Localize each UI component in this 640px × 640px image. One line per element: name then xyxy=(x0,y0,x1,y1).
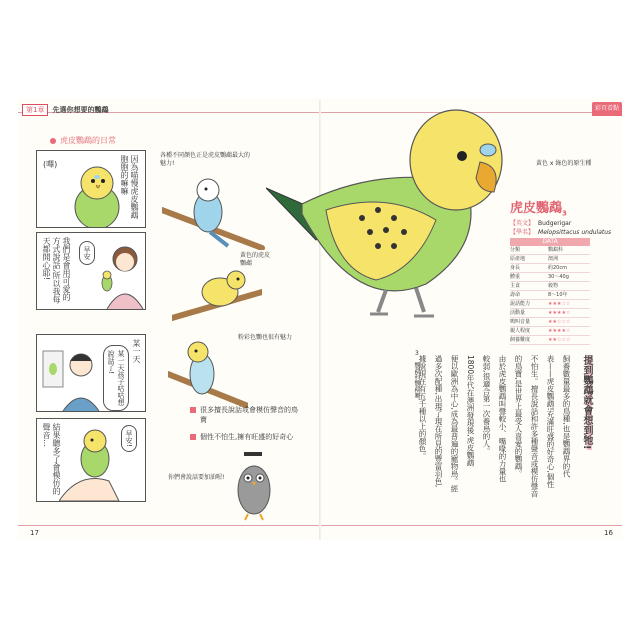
birds-caption-3: 粉彩色鸚也很有魅力 xyxy=(238,334,293,341)
body-text-column: 較弱,很適合第一次養鳥的人。 xyxy=(482,355,491,455)
data-table xyxy=(510,238,590,345)
english-name-row xyxy=(510,218,571,227)
data-row xyxy=(510,273,590,282)
body-text-column: 過多次配種,出現了現在所見的豐富羽色, xyxy=(434,355,443,488)
owl-mascot-illustration xyxy=(226,450,286,522)
comic-panel-4 xyxy=(36,418,146,502)
bullet-icon xyxy=(190,434,196,440)
bullet-icon xyxy=(190,407,196,413)
body-text-column: 便以歐洲為中心,成為最普遍的寵物鳥。經 xyxy=(450,355,459,493)
color-note: 黃色 x 綠色的原生種 xyxy=(536,160,592,167)
corner-tab: 彩頁看點 xyxy=(592,102,622,116)
body-text-column: 據說現在有五千種以上的顏色。 xyxy=(418,355,427,460)
chapter-number: 第1章 xyxy=(22,104,48,116)
data-row-key: 分類 xyxy=(510,247,521,253)
data-row-value: ★★★★☆ xyxy=(548,310,571,316)
chapter-title: 先選你想要的鸚鵡 xyxy=(52,106,109,114)
data-table-title: DATA xyxy=(510,238,590,246)
data-row-value: 穀物 xyxy=(548,283,559,289)
body-text-column: 飼養數量最多的鳥種,也是鸚鵡界的代 xyxy=(562,355,571,478)
large-budgie-illustration xyxy=(266,100,506,340)
section-title: 虎皮鸚鵡的日常 xyxy=(50,135,116,146)
page-number-left: 17 xyxy=(30,529,39,537)
panel1-sfx: (嗶) xyxy=(43,160,58,169)
trait-2-text: 個性不怕生,擁有旺盛的好奇心 xyxy=(200,433,294,441)
owl-note: 你們會說話要加油喔! xyxy=(168,474,225,481)
data-row-key: 鳴叫音量 xyxy=(510,319,531,325)
english-value: Budgerigar xyxy=(538,220,572,227)
data-row-value: 30〜40g xyxy=(548,274,569,280)
english-label: 【英文】 xyxy=(510,220,535,227)
data-row xyxy=(510,309,590,318)
data-row-key: 說話能力 xyxy=(510,301,531,307)
side-note-number: 3 xyxy=(415,350,419,357)
data-row xyxy=(510,318,590,327)
data-row-value: 約20cm xyxy=(548,265,567,271)
data-row-value: ★★★☆☆ xyxy=(548,301,571,307)
data-row-key: 壽命 xyxy=(510,292,521,298)
data-row xyxy=(510,282,590,291)
bird-name xyxy=(510,197,567,218)
body-text-column: 1800年代在澳洲發現後,虎皮鸚鵡 xyxy=(466,355,475,467)
data-row-key: 飼養難度 xyxy=(510,337,531,343)
latin-label: 【學名】 xyxy=(510,229,535,236)
data-row-key: 原產地 xyxy=(510,256,526,262)
chapter-header xyxy=(22,104,108,116)
panel2-bubble: 早安 xyxy=(79,241,95,265)
birds-caption-1: 各種不同顏色正是虎皮鸚鵡最大的魅力! xyxy=(160,152,251,167)
data-row-key: 活動量 xyxy=(510,310,526,316)
body-text-column: 不怕生。擅長說話和許多種聲音或模仿聲音 xyxy=(530,355,539,498)
pastel-budgie-illustration xyxy=(168,334,248,408)
data-row-key: 身長 xyxy=(510,265,521,271)
trait-1 xyxy=(190,405,300,425)
latin-value: Melopsittacus undulatus xyxy=(538,229,612,236)
panel3-bubble: 某一天孩子咕咕想說話了! xyxy=(103,345,129,411)
data-row-value: ★★★★☆ xyxy=(548,328,571,334)
data-row xyxy=(510,327,590,336)
latin-name-row xyxy=(510,227,611,236)
blue-budgie-illustration xyxy=(162,170,272,250)
data-row xyxy=(510,246,590,255)
birds-caption-2: 黃色的虎皮鸚鵡 xyxy=(240,252,271,267)
panel1-caption: 因為喵慢虎皮鸚鵡胞胞的嘛嘛 xyxy=(120,155,139,219)
comic-panel-1 xyxy=(36,150,146,228)
page-number-right: 16 xyxy=(604,529,613,537)
highlight-title: 提到鸚鵡就會想到牠! xyxy=(581,355,592,450)
trait-1-text: 很多擅長說話或會模仿聲音的鳥寶 xyxy=(200,406,298,424)
data-row-value: 澳洲 xyxy=(548,256,559,262)
girl-with-budgie-illustration xyxy=(89,233,146,309)
side-note: 鸚鵡科鸚鵡屬。 xyxy=(413,362,420,404)
data-row-value: 8〜10年 xyxy=(548,292,568,298)
data-row-value: 鸚鵡科 xyxy=(548,247,564,253)
data-row-key: 親人程度 xyxy=(510,328,531,334)
body-text-column: 由於虎皮鸚鵡叫聲較小、嘴喙的力量也 xyxy=(498,355,507,483)
data-row xyxy=(510,300,590,309)
data-row xyxy=(510,336,590,345)
data-row-key: 主食 xyxy=(510,283,521,289)
data-row xyxy=(510,291,590,300)
panel3-caption: 某一天 xyxy=(132,339,141,363)
data-row-key: 體重 xyxy=(510,274,521,280)
bird-name-text: 虎皮鸚鵡 xyxy=(510,201,563,216)
comic-panel-2 xyxy=(36,232,146,310)
budgie-on-hand-illustration xyxy=(59,419,129,501)
data-row xyxy=(510,255,590,264)
trait-2 xyxy=(190,432,300,442)
body-text-column: 表——虎皮鸚鵡!充滿旺盛的好奇心,個性 xyxy=(546,355,555,488)
bird-name-footnote: 3 xyxy=(562,209,567,218)
body-text-column: 的鳥寶,是世界上最受人喜愛的鸚鵡。 xyxy=(514,355,523,478)
panel4-caption: 結果聽多了會模仿的聲音… xyxy=(42,423,61,495)
panel2-caption: 我們是會用可愛的方式說話,所以我每天都開心耶! xyxy=(42,237,71,304)
data-row xyxy=(510,264,590,273)
data-row-value: ★★☆☆☆ xyxy=(548,337,571,343)
panel4-bubble: 早安! xyxy=(121,425,137,452)
data-row-value: ★★☆☆☆ xyxy=(548,319,571,325)
yellow-budgie-illustration xyxy=(172,262,262,322)
comic-panel-3 xyxy=(36,334,146,412)
